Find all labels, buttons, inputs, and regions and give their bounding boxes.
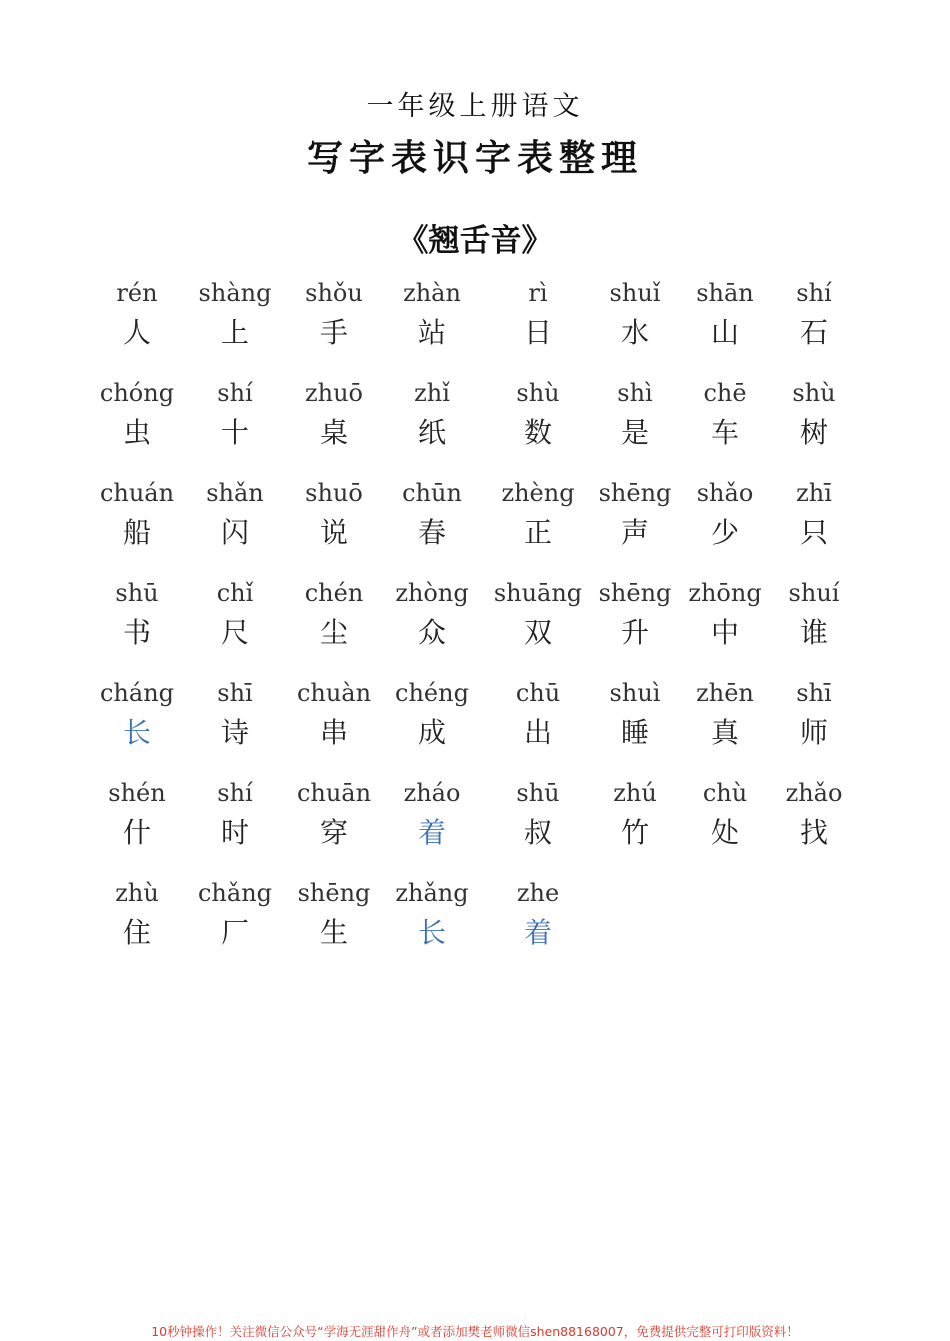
char-cell (377, 678, 487, 750)
pinyin-label: shī (796, 679, 832, 707)
char-cell (82, 678, 192, 750)
pinyin-label: chén (304, 579, 364, 607)
char-cell (279, 578, 389, 650)
pinyin-label: chéng (395, 679, 469, 707)
pinyin-label: chǎng (197, 879, 273, 907)
chinese-character: 众 (417, 616, 446, 649)
chinese-character: 诗 (220, 716, 249, 749)
pinyin-label: chē (703, 379, 747, 407)
char-cell (483, 378, 593, 450)
pinyin-label: shuāng (493, 579, 583, 607)
char-cell (483, 678, 593, 750)
page-title: 写字表识字表整理 (306, 137, 643, 179)
char-cell (759, 578, 869, 650)
pinyin-label: shuí (788, 579, 840, 607)
chinese-character: 正 (523, 516, 552, 549)
chinese-character: 日 (523, 316, 552, 349)
pinyin-label: zhēn (696, 679, 754, 707)
chinese-character: 车 (710, 416, 739, 449)
pinyin-label: shǎn (206, 479, 264, 507)
pinyin-label: chuán (99, 479, 175, 507)
chinese-character: 厂 (220, 916, 249, 949)
pinyin-label: chūn (402, 479, 462, 507)
chinese-character: 只 (799, 516, 828, 549)
pinyin-label: zhe (516, 879, 560, 907)
pinyin-label: shuì (609, 679, 661, 707)
chinese-character: 声 (620, 516, 649, 549)
chinese-character: 睡 (620, 716, 649, 749)
char-cell (483, 278, 593, 350)
pinyin-label: zhòng (395, 579, 469, 607)
char-cell (180, 378, 290, 450)
pinyin-label: cháng (99, 679, 175, 707)
char-cell (377, 378, 487, 450)
pinyin-label: zháo (403, 779, 461, 807)
pinyin-label: zhōng (688, 579, 762, 607)
pinyin-label: shǒu (305, 279, 363, 307)
footer-notice: 10秒钟操作！关注微信公众号“学海无涯甜作舟”或者添加樊老师微信shen88168007，免费提供完整可打印版资料！ (151, 1324, 799, 1339)
char-cell (279, 878, 389, 950)
pinyin-label: zhù (115, 879, 159, 907)
polyphonic-character: 着 (417, 816, 446, 849)
chinese-character: 石 (799, 316, 828, 349)
pinyin-label: zhǐ (414, 379, 450, 407)
chinese-character: 生 (319, 916, 348, 949)
char-cell (279, 778, 389, 850)
chinese-character: 中 (710, 616, 739, 649)
char-cell (483, 578, 593, 650)
page-subtitle: 一年级上册语文 (366, 91, 584, 122)
pinyin-label: chuān (296, 779, 372, 807)
char-cell (759, 378, 869, 450)
pinyin-label: shù (792, 379, 836, 407)
pinyin-label: shǎo (696, 479, 754, 507)
pinyin-label: shū (516, 779, 560, 807)
chinese-character: 闪 (220, 516, 249, 549)
char-cell (82, 778, 192, 850)
pinyin-label: shān (696, 279, 754, 307)
chinese-character: 山 (710, 316, 739, 349)
char-cell (377, 278, 487, 350)
pinyin-label: chóng (99, 379, 175, 407)
chinese-character: 双 (523, 616, 552, 649)
polyphonic-character: 长 (122, 716, 151, 749)
pinyin-label: zhuō (304, 379, 363, 407)
pinyin-label: shì (617, 379, 653, 407)
pinyin-label: shàng (198, 279, 272, 307)
chinese-character: 少 (710, 516, 739, 549)
chinese-character: 穿 (319, 816, 348, 849)
char-cell (82, 278, 192, 350)
pinyin-label: shí (217, 379, 253, 407)
pinyin-label: shí (217, 779, 253, 807)
char-cell (377, 878, 487, 950)
char-cell (82, 578, 192, 650)
char-cell (279, 678, 389, 750)
char-cell (82, 878, 192, 950)
pinyin-label: shēng (598, 579, 672, 607)
char-cell (279, 278, 389, 350)
char-cell (180, 478, 290, 550)
chinese-character: 站 (417, 316, 446, 349)
chinese-character: 是 (620, 416, 649, 449)
chinese-character: 叔 (523, 816, 552, 849)
pinyin-label: zhǎo (785, 779, 843, 807)
pinyin-label: shén (108, 779, 166, 807)
chinese-character: 尘 (319, 616, 348, 649)
char-cell (180, 778, 290, 850)
section-title: 《翘舌音》 (397, 223, 553, 259)
char-cell (180, 578, 290, 650)
chinese-character: 出 (523, 716, 552, 749)
pinyin-label: shī (217, 679, 253, 707)
pinyin-label: zhú (613, 779, 657, 807)
pinyin-label: rì (528, 279, 548, 307)
chinese-character: 船 (122, 516, 151, 549)
pinyin-label: shēng (297, 879, 371, 907)
char-cell (759, 678, 869, 750)
char-cell (377, 578, 487, 650)
chinese-character: 手 (319, 316, 348, 349)
pinyin-label: rén (116, 279, 158, 307)
chinese-character: 树 (799, 416, 828, 449)
char-cell (279, 378, 389, 450)
chinese-character: 十 (220, 416, 249, 449)
char-cell (82, 478, 192, 550)
pinyin-label: zhǎng (395, 879, 469, 907)
polyphonic-character: 长 (417, 916, 446, 949)
chinese-character: 什 (122, 816, 151, 849)
pinyin-label: chù (702, 779, 748, 807)
chinese-character: 时 (220, 816, 249, 849)
chinese-character: 水 (620, 316, 649, 349)
pinyin-label: shù (516, 379, 560, 407)
char-cell (180, 278, 290, 350)
chinese-character: 找 (799, 816, 828, 849)
chinese-character: 虫 (122, 416, 151, 449)
chinese-character: 谁 (799, 616, 828, 649)
char-cell (377, 778, 487, 850)
pinyin-label: chuàn (296, 679, 372, 707)
char-cell (483, 478, 593, 550)
chinese-character: 尺 (220, 616, 249, 649)
chinese-character: 上 (220, 316, 249, 349)
chinese-character: 说 (319, 516, 348, 549)
pinyin-label: zhī (796, 479, 832, 507)
pinyin-label: shū (115, 579, 159, 607)
chinese-character: 师 (799, 716, 828, 749)
char-cell (180, 678, 290, 750)
char-cell (82, 378, 192, 450)
char-cell (483, 878, 593, 950)
pinyin-label: chǐ (216, 579, 254, 607)
pinyin-label: zhàn (403, 279, 461, 307)
chinese-character: 处 (710, 816, 739, 849)
chinese-character: 真 (710, 716, 739, 749)
chinese-character: 春 (417, 516, 446, 549)
char-cell (279, 478, 389, 550)
pinyin-label: chū (515, 679, 561, 707)
char-cell (759, 278, 869, 350)
char-cell (180, 878, 290, 950)
chinese-character: 纸 (417, 416, 446, 449)
chinese-character: 数 (523, 416, 552, 449)
char-cell (759, 478, 869, 550)
pinyin-label: zhèng (501, 479, 575, 507)
chinese-character: 住 (122, 916, 151, 949)
char-cell (377, 478, 487, 550)
pinyin-label: shuō (305, 479, 363, 507)
chinese-character: 成 (417, 716, 446, 749)
chinese-character: 竹 (620, 816, 649, 849)
chinese-character: 串 (319, 716, 348, 749)
pinyin-label: shuǐ (609, 279, 661, 307)
chinese-character: 书 (122, 616, 151, 649)
pinyin-label: shí (796, 279, 832, 307)
chinese-character: 桌 (319, 416, 348, 449)
chinese-character: 人 (122, 316, 151, 349)
char-cell (483, 778, 593, 850)
pinyin-label: shēng (598, 479, 672, 507)
polyphonic-character: 着 (523, 916, 552, 949)
char-cell (759, 778, 869, 850)
chinese-character: 升 (620, 616, 649, 649)
